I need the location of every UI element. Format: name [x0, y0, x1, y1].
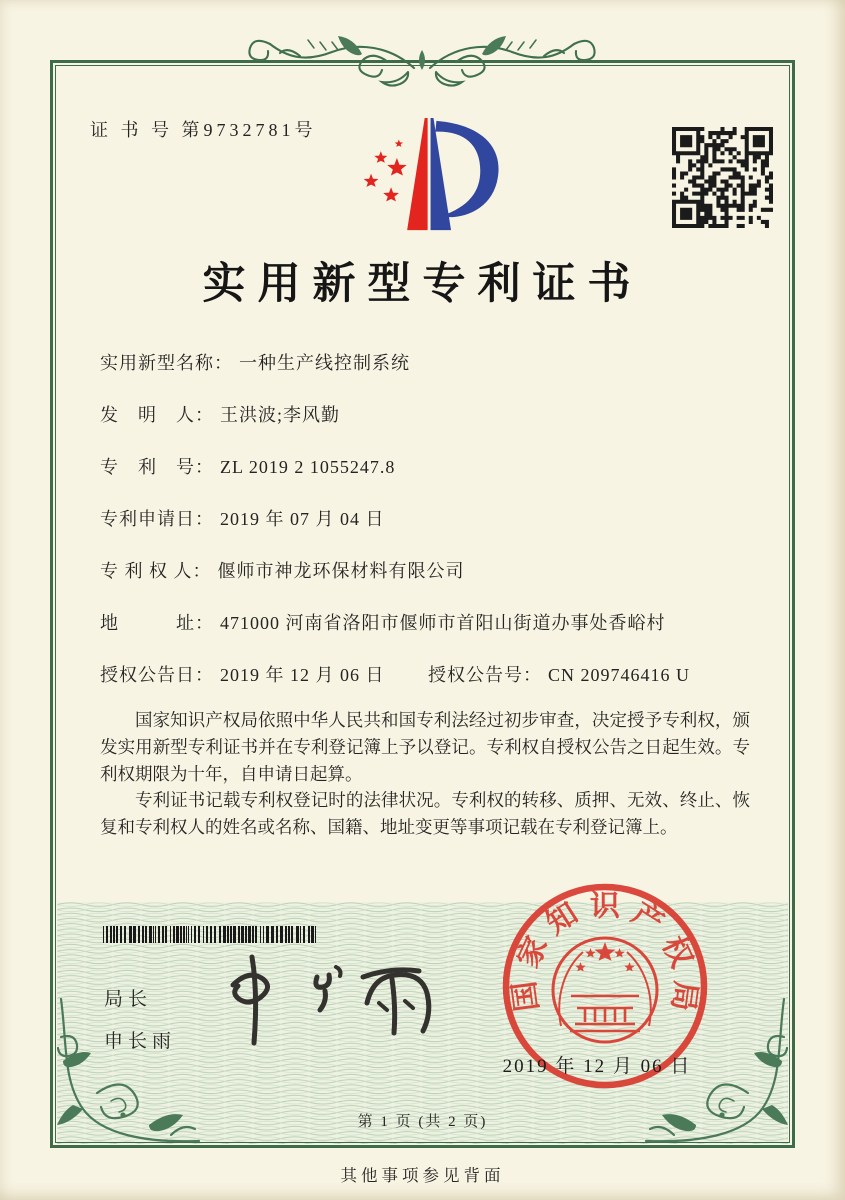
field-row-patentee	[100, 557, 750, 609]
address-value: 471000 河南省洛阳市偃师市首阳山街道办事处香峪村	[220, 613, 666, 633]
field-list	[100, 349, 750, 713]
grant-no-label: 授权公告号：	[428, 665, 542, 685]
certificate-number: 证 书 号 第9732781号	[90, 120, 317, 140]
name-value: 一种生产线控制系统	[239, 353, 410, 373]
grant-date-label: 授权公告日：	[100, 665, 214, 685]
seal-ring-text: 国家知识产权局	[507, 889, 703, 1014]
seal-date: 2019 年 12 月 06 日	[502, 1056, 692, 1077]
cnipa-logo-icon	[335, 115, 530, 237]
grant-no-pair	[428, 661, 690, 687]
grant-date-value: 2019 年 12 月 06 日	[220, 665, 385, 685]
patentee-label: 专 利 权 人：	[100, 561, 212, 581]
page-number: 第 1 页 (共 2 页)	[357, 1114, 488, 1130]
field-row-name	[100, 349, 750, 401]
handwritten-signature-icon	[205, 945, 445, 1055]
field-row-address	[100, 609, 750, 661]
back-side-note: 其他事项参见背面	[340, 1166, 505, 1185]
field-row-patent-no	[100, 453, 750, 505]
inventor-value: 王洪波;李风勤	[220, 405, 341, 425]
grant-no-value: CN 209746416 U	[548, 665, 691, 685]
qr-code-icon	[672, 127, 773, 228]
field-row-grant	[100, 661, 750, 713]
patentee-value: 偃师市神龙环保材料有限公司	[217, 561, 465, 581]
inventor-label: 发 明 人：	[100, 405, 214, 425]
address-label: 地 址：	[100, 613, 214, 633]
legal-paragraph-2: 专利证书记载专利权登记时的法律状况。专利权的转移、质押、无效、终止、恢复和专利权人的姓名或名称、国籍、地址变更等事项记载在专利登记簿上。	[100, 790, 750, 838]
barcode-icon	[103, 926, 319, 943]
field-row-inventor	[100, 401, 750, 453]
legal-text-block	[100, 707, 750, 841]
director-name: 申长雨	[104, 1031, 177, 1052]
patent-no-label: 专 利 号：	[100, 457, 214, 477]
patent-no-value: ZL 2019 2 1055247.8	[220, 457, 396, 477]
filing-date-label: 专利申请日：	[100, 509, 214, 529]
director-title-label: 局长	[104, 989, 153, 1010]
name-label: 实用新型名称：	[100, 353, 233, 373]
legal-paragraph-1: 国家知识产权局依照中华人民共和国专利法经过初步审查，决定授予专利权，颁发实用新型专利证书并在专利登记簿上予以登记。专利权自授权公告之日起生效。专利权期限为十年，自申请日起算。	[100, 710, 750, 784]
top-dragon-ornament-icon	[242, 26, 602, 92]
filing-date-value: 2019 年 07 月 04 日	[220, 509, 385, 529]
field-row-filing-date	[100, 505, 750, 557]
certificate-title: 实用新型专利证书	[202, 261, 643, 308]
